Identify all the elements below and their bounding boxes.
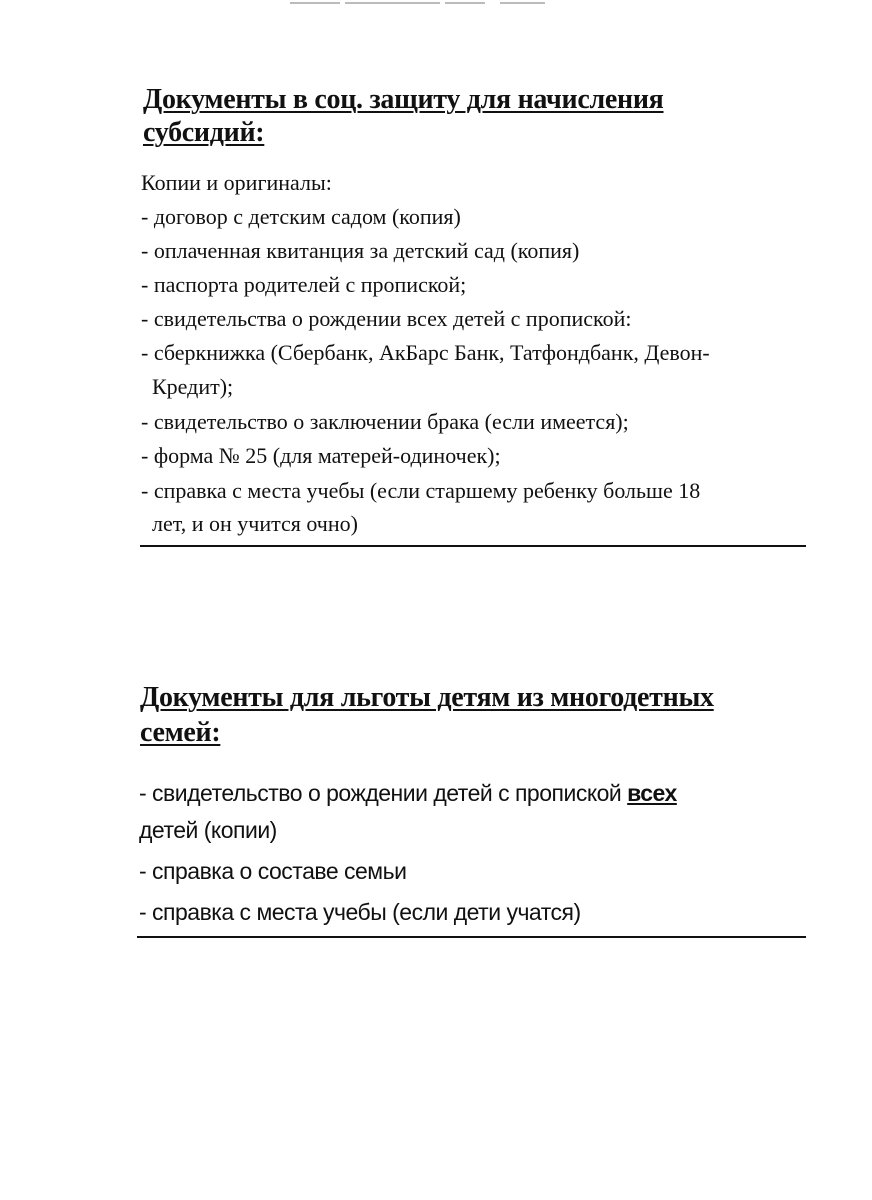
section-title: семей: [140,717,221,748]
scan-artifact [500,2,545,4]
divider [140,545,806,547]
list-item: - оплаченная квитанция за детский сад (копия) [141,238,580,263]
list-item: - договор с детским садом (копия) [141,204,461,229]
emphasis-text: всех [627,780,677,806]
section-title: субсидий: [143,117,265,148]
scan-artifact [345,2,440,4]
list-item: - справка с места учебы (если дети учатся) [139,899,581,925]
list-item: - свидетельства о рождении всех детей с пропиской: [141,306,632,331]
list-item [139,780,677,807]
intro-text: Копии и оригиналы: [141,170,332,195]
list-item-continuation: Кредит); [152,374,234,399]
list-item: - справка о составе семьи [139,858,407,884]
list-item: - паспорта родителей с пропиской; [141,272,467,297]
list-item: - сберкнижка (Сбербанк, АкБарс Банк, Татфондбанк, Девон- [141,340,710,365]
section-title: Документы в соц. защиту для начисления [143,84,664,115]
divider [137,936,806,938]
section-title: Документы для льготы детям из многодетных [140,682,714,713]
list-item: - справка с места учебы (если старшему ребенку больше 18 [141,478,701,503]
list-item-continuation: лет, и он учится очно) [152,511,358,536]
scan-artifact [445,2,485,4]
list-item: - свидетельство о заключении брака (если имеется); [141,409,629,434]
list-item-continuation: детей (копии) [139,817,277,843]
scan-artifact [290,2,340,4]
list-item: - форма № 25 (для матерей-одиночек); [141,443,501,468]
list-item-text: - свидетельство о рождении детей с пропиской [139,780,628,806]
